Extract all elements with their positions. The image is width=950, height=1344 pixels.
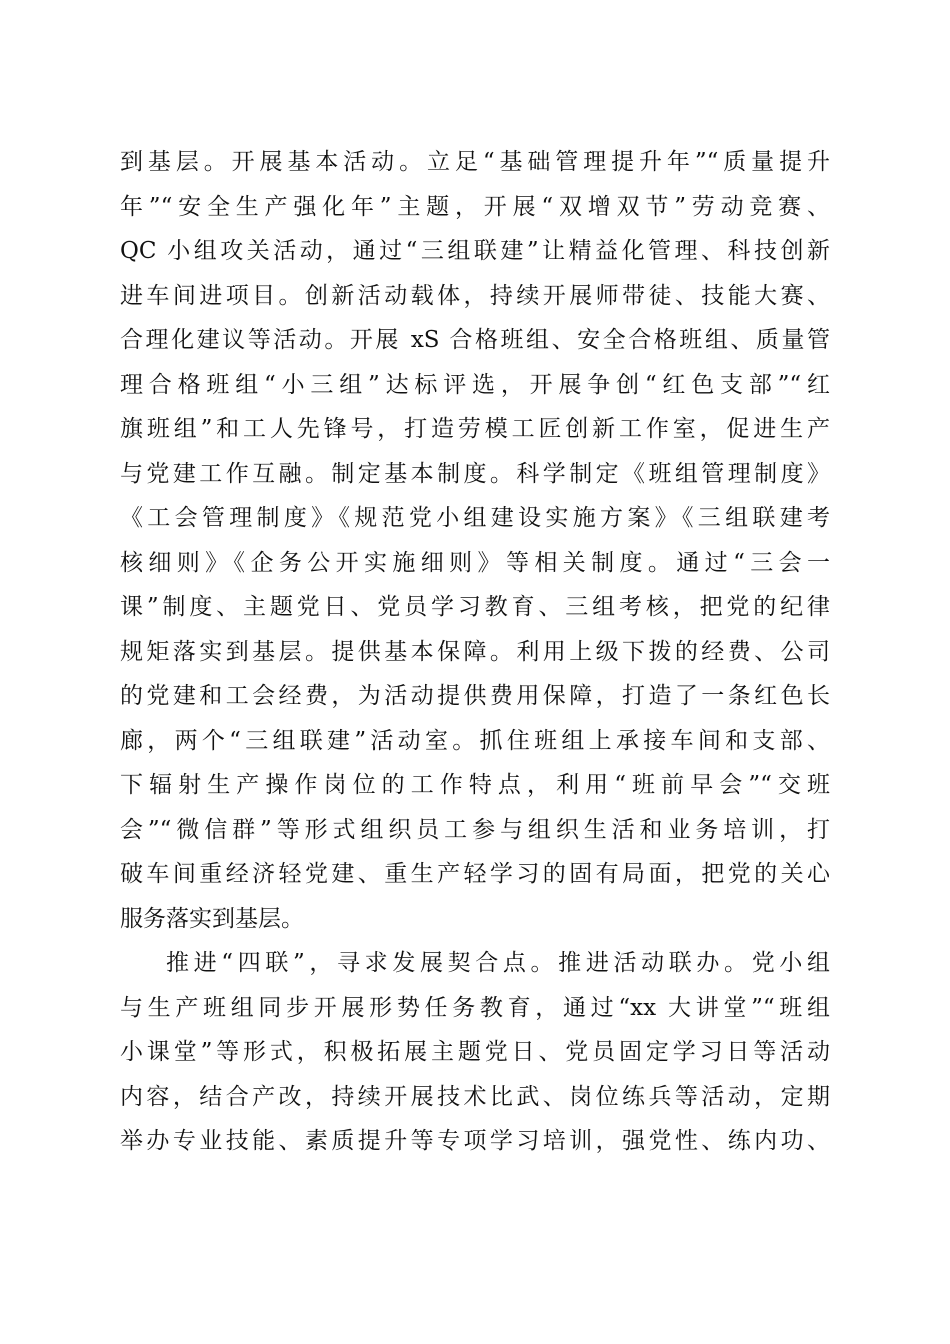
text-line: 与生产班组同步开展形势任务教育，通过“xx 大讲堂”“班组 <box>120 994 830 1021</box>
text-line: 规矩落实到基层。提供基本保障。利用上级下拨的经费、公司 <box>120 638 830 665</box>
text-line: 服务落实到基层。 <box>120 905 304 932</box>
paragraph-2 <box>120 941 830 1164</box>
text-line: 的党建和工会经费，为活动提供费用保障，打造了一条红色长 <box>120 683 830 709</box>
text-line: 《工会管理制度》《规范党小组建设实施方案》《三组联建考 <box>120 505 830 531</box>
text-line: 举办专业技能、素质提升等专项学习培训，强党性、练内功、 <box>120 1128 830 1154</box>
text-line: 内容，结合产改，持续开展技术比武、岗位练兵等活动，定期 <box>120 1083 830 1110</box>
text-line: 年”“安全生产强化年”主题，开展“双增双节”劳动竞赛、 <box>120 193 830 220</box>
text-line: 合理化建议等活动。开展 xS 合格班组、安全合格班组、质量管 <box>120 327 830 353</box>
text-line: 下辐射生产操作岗位的工作特点，利用“班前早会”“交班 <box>120 772 830 798</box>
text-line: 小课堂”等形式，积极拓展主题党日、党员固定学习日等活动 <box>120 1039 830 1065</box>
text-line: 会”“微信群”等形式组织员工参与组织生活和业务培训，打 <box>120 816 830 843</box>
text-line: 与党建工作互融。制定基本制度。科学制定《班组管理制度》 <box>120 460 830 487</box>
text-line: 旗班组”和工人先锋号，打造劳模工匠创新工作室，促进生产 <box>120 416 830 442</box>
text-line: 推进“四联”，寻求发展契合点。推进活动联办。党小组 <box>166 950 830 976</box>
text-line: 到基层。开展基本活动。立足“基础管理提升年”“质量提升 <box>120 149 830 175</box>
text-line: 课”制度、主题党日、党员学习教育、三组考核，把党的纪律 <box>120 594 830 620</box>
text-line: 破车间重经济轻党建、重生产轻学习的固有局面，把党的关心 <box>120 861 830 887</box>
body-text <box>120 140 830 1164</box>
text-line: 进车间进项目。创新活动载体，持续开展师带徒、技能大赛、 <box>120 282 830 309</box>
text-line: 核细则》《企务公开实施细则》等相关制度。通过“三会一 <box>120 549 830 576</box>
text-line: 廊，两个“三组联建”活动室。抓住班组上承接车间和支部、 <box>120 727 830 754</box>
text-line: QC 小组攻关活动，通过“三组联建”让精益化管理、科技创新 <box>120 238 830 264</box>
paragraph-1 <box>120 140 830 941</box>
text-line: 理合格班组“小三组”达标评选，开展争创“红色支部”“红 <box>120 371 830 398</box>
